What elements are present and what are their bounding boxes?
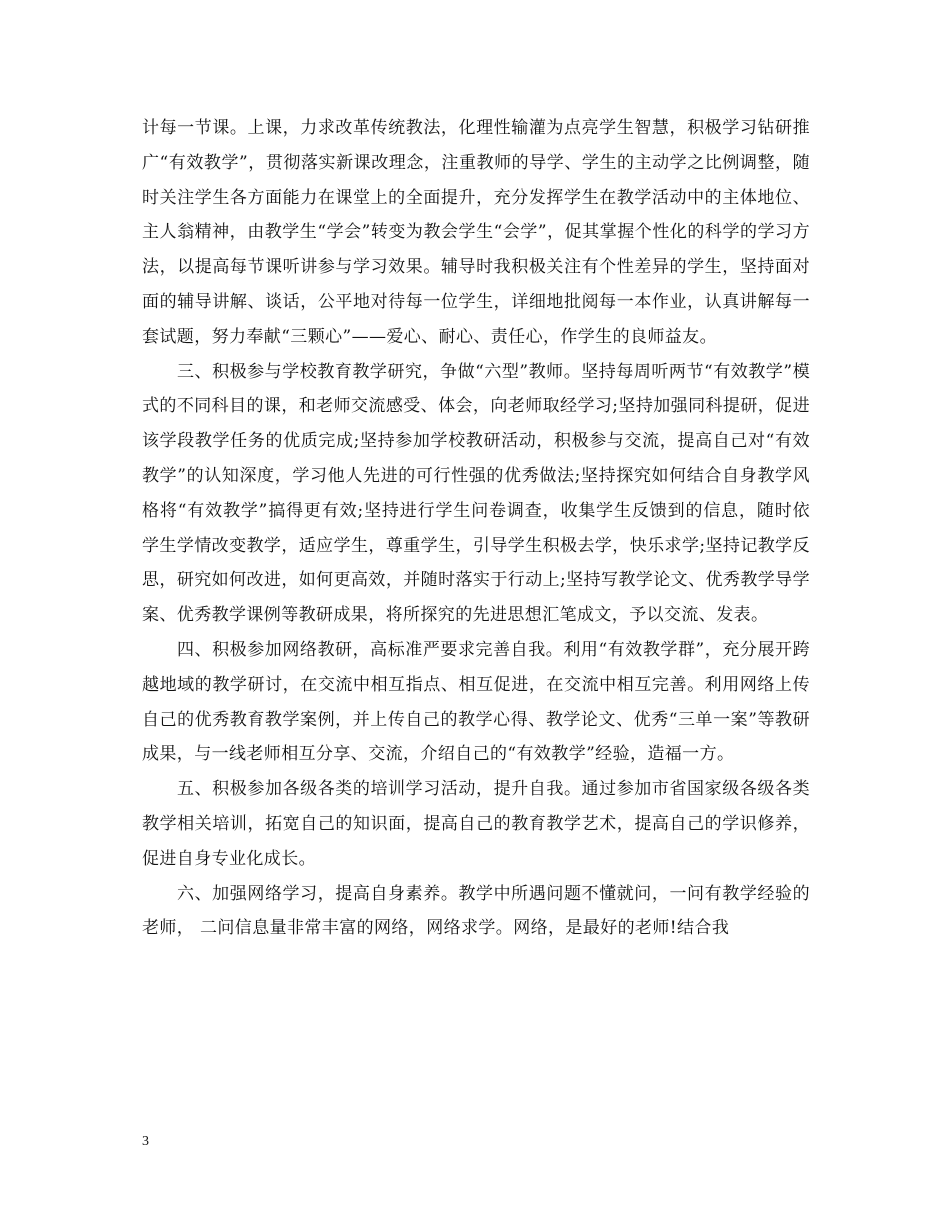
page-number: 3 [142,1134,149,1149]
paragraph-section-three: 三、积极参与学校教育教学研究，争做“六型”教师。坚持每周听两节“有效教学”模式的不同科目的课，和老师交流感受、体会，向老师取经学习;坚持加强同科提研，促进该学段教学任务的优质完成;坚持参加学校教研活动，积极参与交流，提高自己对“有效教学”的认知深度，学习他人先进的可行性强的优秀做法;坚持探究如何结合自身教学风格将“有效教学”搞得更有效;坚持进行学生问卷调查，收集学生反馈到的信息，随时依学生学情改变教学，适应学生，尊重学生，引导学生积极去学，快乐求学;坚持记教学反思，研究如何改进，如何更高效，并随时落实于行动上;坚持写教学论文、优秀教学导学案、优秀教学课例等教研成果，将所探究的先进思想汇笔成文，予以交流、发表。 [142,361,810,626]
paragraph-section-five: 五、积极参加各级各类的培训学习活动，提升自我。通过参加市省国家级各级各类教学相关培训，拓宽自己的知识面，提高自己的教育教学艺术，提高自己的学识修养，促进自身专业化成长。 [142,779,810,869]
paragraph-continuation: 计每一节课。上课，力求改革传统教法，化理性输灌为点亮学生智慧，积极学习钻研推广“有效教学”，贯彻落实新课改理念，注重教师的导学、学生的主动学之比例调整，随时关注学生各方面能力在课堂上的全面提升，充分发挥学生在教学活动中的主体地位、主人翁精神，由教学生“学会”转变为教会学生“会学”，促其掌握个性化的科学的学习方法，以提高每节课听讲参与学习效果。辅导时我积极关注有个性差异的学生，坚持面对面的辅导讲解、谈话，公平地对待每一位学生，详细地批阅每一本作业，认真讲解每一套试题，努力奉献“三颗心”——爱心、耐心、责任心，作学生的良师益友。 [142,118,810,347]
paragraph-section-six: 六、加强网络学习，提高自身素养。教学中所遇问题不懂就问，一问有教学经验的老师， 二问信息量非常丰富的网络，网络求学。网络，是最好的老师!结合我 [142,883,810,939]
document-body [142,111,810,946]
paragraph-section-four: 四、积极参加网络教研，高标准严要求完善自我。利用“有效教学群”，充分展开跨越地域的教学研讨，在交流中相互指点、相互促进，在交流中相互完善。利用网络上传自己的优秀教育教学案例，并上传自己的教学心得、教学论文、优秀“三单一案”等教研成果，与一线老师相互分享、交流，介绍自己的“有效教学”经验，造福一方。 [142,639,810,765]
